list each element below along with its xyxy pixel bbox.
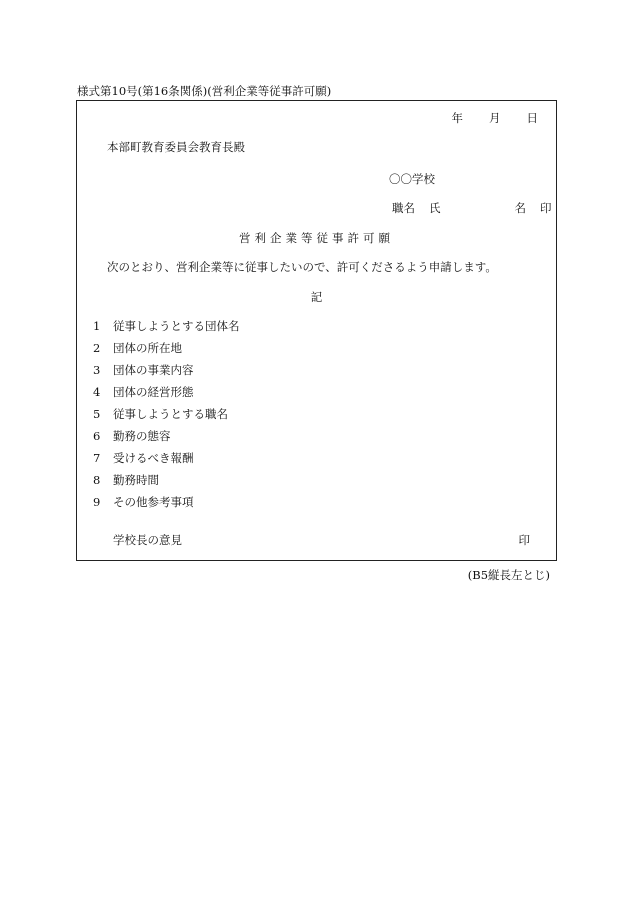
item-number: 1 (93, 319, 101, 333)
item-label: 団体の経営形態 (113, 385, 194, 399)
principal-seal: 印 (518, 533, 530, 547)
item-label: 受けるべき報酬 (113, 451, 194, 465)
principal-opinion-label: 学校長の意見 (113, 533, 182, 547)
item-label: 勤務の態容 (113, 429, 171, 443)
document-title: 営利企業等従事許可願 (239, 231, 394, 245)
list-item (93, 319, 240, 341)
item-label: その他参考事項 (113, 495, 194, 509)
applicant-name-prefix: 氏 (429, 201, 441, 215)
item-number: 7 (93, 451, 101, 465)
date-year: 年 (451, 111, 463, 125)
item-list (93, 319, 240, 517)
applicant-line (392, 200, 552, 216)
date-month: 月 (489, 111, 501, 125)
item-number: 8 (93, 473, 101, 487)
item-label: 団体の所在地 (113, 341, 182, 355)
list-item (93, 341, 240, 363)
list-item (93, 407, 240, 429)
list-item (93, 473, 240, 495)
item-number: 4 (93, 385, 101, 399)
date-day: 日 (526, 111, 538, 125)
request-statement: 次のとおり、営利企業等に従事したいので、許可くださるよう申請します。 (107, 260, 497, 274)
list-item (93, 495, 240, 517)
list-item (93, 363, 240, 385)
application-form-frame (76, 100, 557, 561)
item-label: 従事しようとする団体名 (113, 319, 240, 333)
applicant-name-suffix: 名 (514, 201, 526, 215)
list-item (93, 429, 240, 451)
item-number: 3 (93, 363, 101, 377)
binding-note: (B5縦長左とじ) (467, 568, 550, 582)
item-label: 団体の事業内容 (113, 363, 194, 377)
addressee: 本部町教育委員会教育長殿 (107, 140, 245, 154)
applicant-seal: 印 (540, 201, 552, 215)
item-label: 従事しようとする職名 (113, 407, 228, 421)
item-number: 6 (93, 429, 101, 443)
school-name: 〇〇学校 (389, 172, 435, 186)
date-line (452, 110, 539, 126)
applicant-position: 職名 (392, 201, 415, 215)
item-number: 2 (93, 341, 101, 355)
ki-heading: 記 (310, 290, 323, 304)
item-number: 9 (93, 495, 101, 509)
list-item (93, 385, 240, 407)
item-number: 5 (93, 407, 101, 421)
form-number-label: 様式第10号(第16条関係)(営利企業等従事許可願) (77, 84, 332, 98)
list-item (93, 451, 240, 473)
item-label: 勤務時間 (113, 473, 159, 487)
